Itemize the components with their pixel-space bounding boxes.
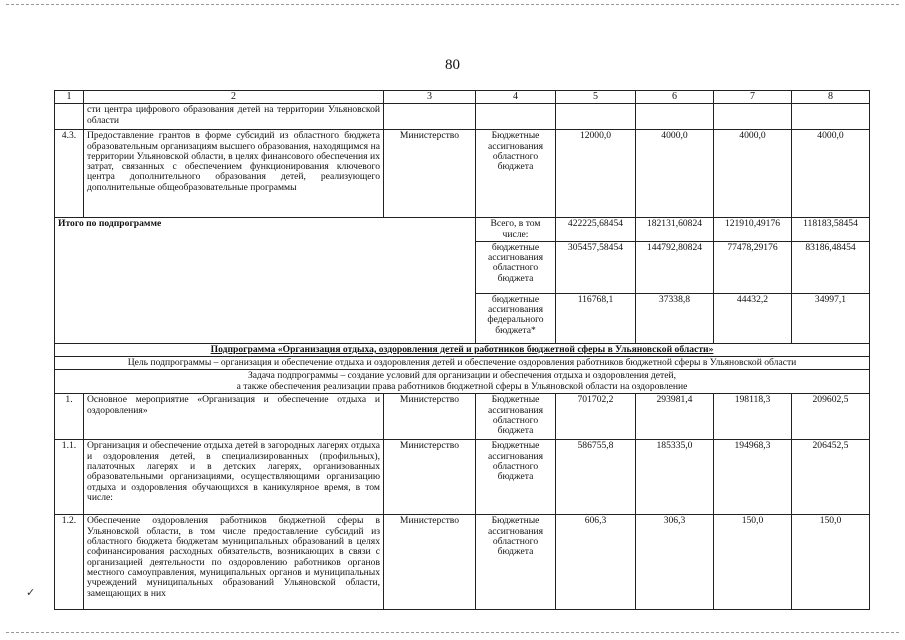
- row-text: сти центра цифрового образования детей на территории Ульяновской области: [84, 104, 384, 130]
- responsible-cell: Министерство: [384, 394, 476, 440]
- value-cell: 34997,1: [792, 293, 870, 343]
- source-cell: Бюджетные ассигнования областного бюджета: [476, 440, 556, 515]
- row-number: 1.1.: [55, 440, 84, 515]
- header-cell: 6: [636, 91, 714, 104]
- value-cell: 37338,8: [636, 293, 714, 343]
- value-cell: 701702,2: [556, 394, 636, 440]
- responsible-cell: Министерство: [384, 130, 476, 218]
- top-scan-edge: [6, 4, 899, 5]
- source-cell: Бюджетные ассигнования областного бюджета: [476, 394, 556, 440]
- table-row: [55, 104, 870, 130]
- header-cell: 1: [55, 91, 84, 104]
- page-number: 80: [445, 57, 460, 73]
- subprogram-task: [55, 370, 870, 394]
- source-cell: Всего, в том числе:: [476, 218, 556, 242]
- responsible-cell: Министерство: [384, 440, 476, 515]
- value-cell: 83186,48454: [792, 241, 870, 293]
- task-row: [55, 370, 870, 394]
- table-row: [55, 130, 870, 218]
- responsible-cell: Министерство: [384, 515, 476, 610]
- row-text: Организация и обеспечение отдыха детей в загородных лагерях отдыха и оздоровления детей, в специализированных (профильных), палаточных лагерях и в детских лагерях, организованных образовательными организациями, осуществляющими организацию отдыха и оздоровления обучающихся в каникулярное время, в том числе:: [84, 440, 384, 515]
- value-cell: 4000,0: [792, 130, 870, 218]
- source-cell: бюджетные ассигнования областного бюджета: [476, 241, 556, 293]
- value-cell: 194968,3: [714, 440, 792, 515]
- source-cell: бюджетные ассигнования федерального бюджета*: [476, 293, 556, 343]
- total-row: [55, 218, 870, 242]
- subprogram-title: Подпрограмма «Организация отдыха, оздоровления детей и работников бюджетной сферы в Ульяновской области»: [55, 343, 870, 356]
- value-cell: 118183,58454: [792, 218, 870, 242]
- value-cell: 305457,58454: [556, 241, 636, 293]
- budget-table: [54, 90, 870, 610]
- value-cell: 116768,1: [556, 293, 636, 343]
- header-cell: 2: [84, 91, 384, 104]
- value-cell: 4000,0: [714, 130, 792, 218]
- header-cell: 4: [476, 91, 556, 104]
- value-cell: 144792,80824: [636, 241, 714, 293]
- value-cell: 586755,8: [556, 440, 636, 515]
- source-cell: Бюджетные ассигнования областного бюджета: [476, 515, 556, 610]
- header-row: [55, 91, 870, 104]
- value-cell: 12000,0: [556, 130, 636, 218]
- value-cell: 121910,49176: [714, 218, 792, 242]
- table-row: [55, 515, 870, 610]
- subprogram-goal: Цель подпрограммы – организация и обеспечение отдыха и оздоровления детей и обеспечение оздоровления работников бюджетной сферы в Ульяновской области: [55, 357, 870, 370]
- value-cell: 77478,29176: [714, 241, 792, 293]
- total-label: Итого по подпрограмме: [55, 218, 476, 344]
- table-row: [55, 394, 870, 440]
- source-cell: Бюджетные ассигнования областного бюджета: [476, 130, 556, 218]
- value-cell: 150,0: [792, 515, 870, 610]
- header-cell: 5: [556, 91, 636, 104]
- value-cell: 198118,3: [714, 394, 792, 440]
- row-number: 1.: [55, 394, 84, 440]
- value-cell: 422225,68454: [556, 218, 636, 242]
- value-cell: 306,3: [636, 515, 714, 610]
- header-cell: 3: [384, 91, 476, 104]
- margin-check-mark: ✓: [26, 587, 36, 599]
- task-line: Задача подпрограммы – создание условий для организации и обеспечения отдыха и оздоровления детей,: [247, 370, 677, 382]
- header-cell: 7: [714, 91, 792, 104]
- value-cell: 209602,5: [792, 394, 870, 440]
- bottom-scan-edge: [6, 632, 899, 633]
- value-cell: 185335,0: [636, 440, 714, 515]
- value-cell: 182131,60824: [636, 218, 714, 242]
- header-cell: 8: [792, 91, 870, 104]
- value-cell: 4000,0: [636, 130, 714, 218]
- table-row: [55, 440, 870, 515]
- value-cell: 606,3: [556, 515, 636, 610]
- row-text: Обеспечение оздоровления работников бюджетной сферы в Ульяновской области, в том числе предоставление субсидий из областного бюджета бюджетам муниципальных образований в целях софинансирования расходных обязательств, возникающих в связи с организацией деятельности по оздоровлению работников органов местного самоуправления, муниципальных органов и муниципальных учреждений муниципальных образований Ульяновской области, замещающих в них: [84, 515, 384, 610]
- row-number: 1.2.: [55, 515, 84, 610]
- value-cell: 293981,4: [636, 394, 714, 440]
- goal-row: [55, 357, 870, 370]
- row-text: Основное мероприятие «Организация и обеспечение отдыха и оздоровления»: [84, 394, 384, 440]
- subprogram-row: [55, 343, 870, 356]
- value-cell: 206452,5: [792, 440, 870, 515]
- row-text: Предоставление грантов в форме субсидий из областного бюджета образовательным организациям высшего образования, находящимся на территории Ульяновской области, в целях финансового обеспечения их затрат, связанных с обеспечением функционирования ключевого центра дополнительного образования детей, реализующего дополнительные общеобразовательные программы: [84, 130, 384, 218]
- row-number: 4.3.: [55, 130, 84, 218]
- value-cell: 150,0: [714, 515, 792, 610]
- value-cell: 44432,2: [714, 293, 792, 343]
- task-line: а также обеспечения реализации права работников бюджетной сферы в Ульяновской области на оздоровление: [236, 380, 688, 392]
